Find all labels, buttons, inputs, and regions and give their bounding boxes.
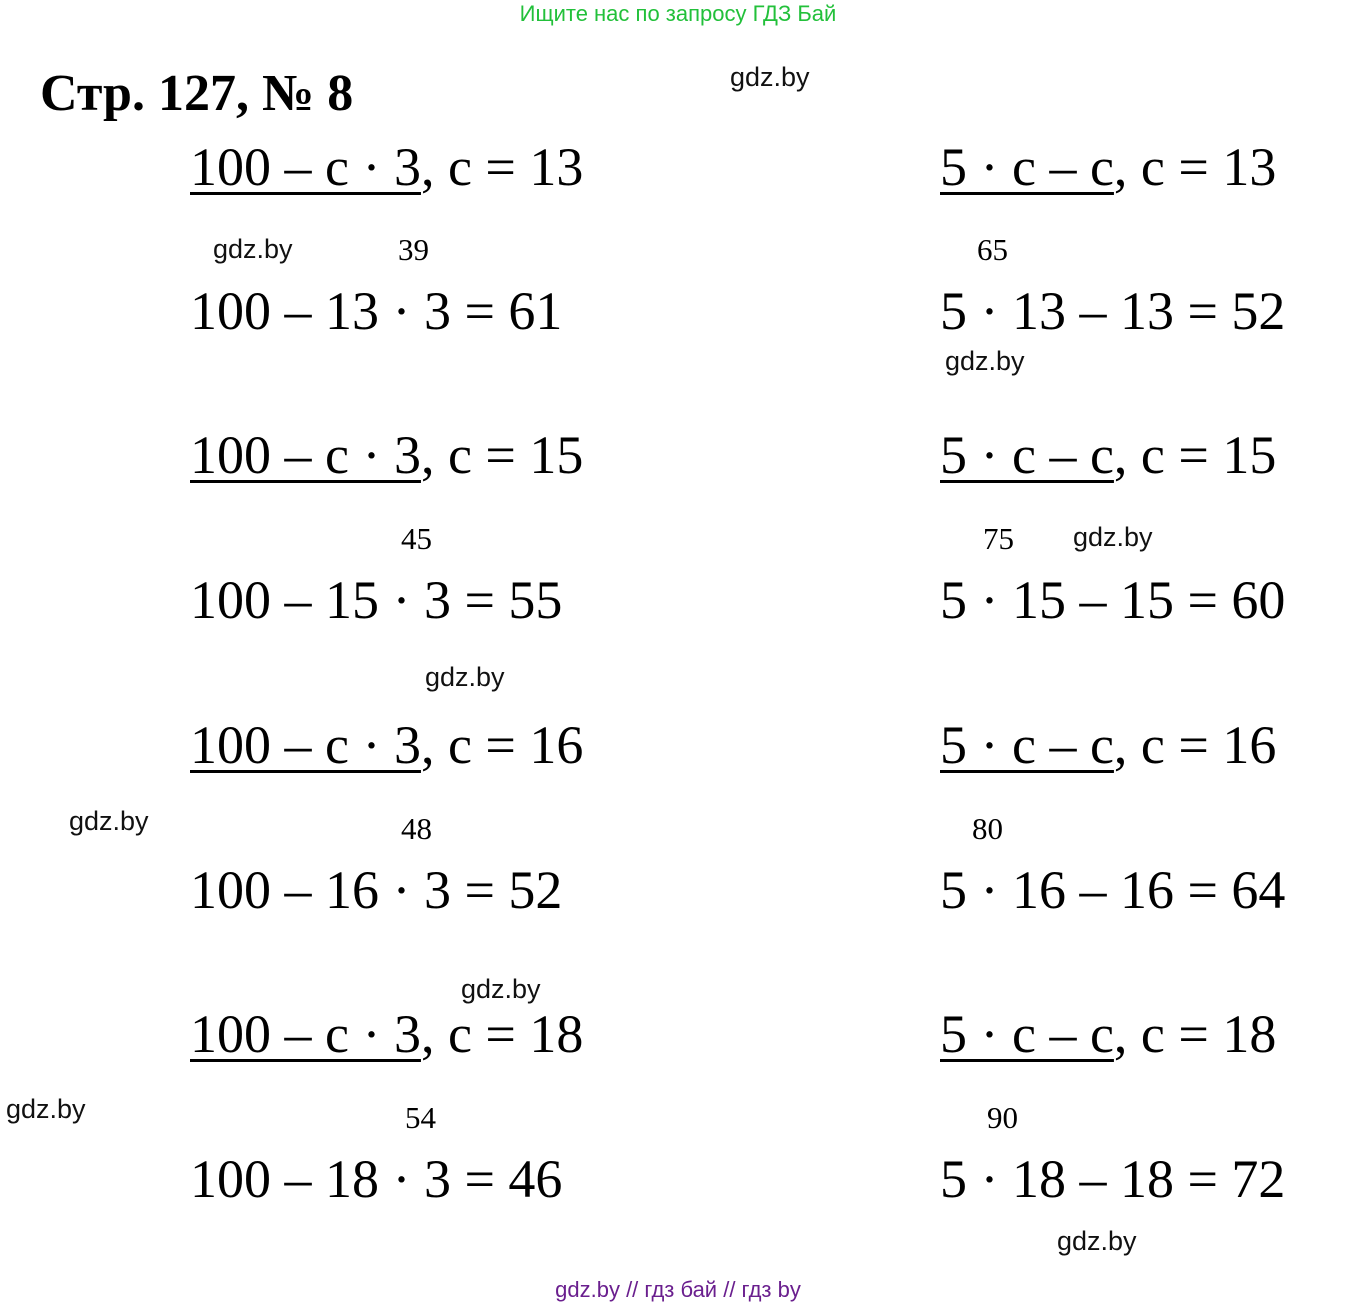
expression-line: [940, 1003, 1276, 1065]
result-line: 5 · 16 – 16 = 64: [940, 860, 1286, 920]
expression: 5 · с – с: [940, 425, 1114, 485]
page-title: Стр. 127, № 8: [40, 65, 354, 122]
condition: , с = 15: [1113, 425, 1277, 485]
partial-product: 80: [972, 811, 1003, 846]
expression: 100 – с · 3: [190, 137, 421, 197]
result-line: 100 – 16 · 3 = 52: [190, 860, 563, 920]
watermark: gdz.by: [461, 974, 541, 1004]
expression: 5 · с – с: [940, 1004, 1114, 1064]
condition: , с = 15: [420, 425, 584, 485]
result-line: 5 · 18 – 18 = 72: [940, 1149, 1286, 1209]
result-line: 5 · 15 – 15 = 60: [940, 570, 1286, 630]
expression-line: [940, 714, 1276, 776]
watermark: gdz.by: [730, 62, 810, 92]
watermark: gdz.by: [69, 806, 149, 836]
watermark: gdz.by: [425, 662, 505, 692]
partial-product: 75: [983, 521, 1014, 556]
result-line: 100 – 18 · 3 = 46: [190, 1149, 563, 1209]
expression: 5 · с – с: [940, 137, 1114, 197]
search-banner: Ищите нас по запросу ГДЗ Бай: [519, 1, 837, 26]
partial-product: 54: [405, 1100, 436, 1135]
condition: , с = 18: [1113, 1004, 1277, 1064]
partial-product: 48: [401, 811, 432, 846]
result-line: 100 – 15 · 3 = 55: [190, 570, 563, 630]
watermark: gdz.by: [213, 234, 293, 264]
condition: , с = 16: [420, 715, 584, 775]
expression-line: [190, 424, 583, 486]
expression: 100 – с · 3: [190, 1004, 421, 1064]
expression-line: [190, 714, 583, 776]
expression-line: [190, 1003, 583, 1065]
footer-links: gdz.by // гдз бай // гдз by: [555, 1277, 801, 1302]
condition: , с = 13: [1113, 137, 1277, 197]
condition: , с = 16: [1113, 715, 1277, 775]
expression: 5 · с – с: [940, 715, 1114, 775]
expression-line: [190, 136, 583, 198]
partial-product: 90: [987, 1100, 1018, 1135]
result-line: 100 – 13 · 3 = 61: [190, 281, 563, 341]
watermark: gdz.by: [1073, 522, 1153, 552]
condition: , с = 13: [420, 137, 584, 197]
watermark: gdz.by: [1057, 1226, 1137, 1256]
partial-product: 45: [401, 521, 432, 556]
expression: 100 – с · 3: [190, 715, 421, 775]
watermark: gdz.by: [6, 1094, 86, 1124]
partial-product: 65: [977, 232, 1008, 267]
partial-product: 39: [398, 232, 429, 267]
expression-line: [940, 424, 1276, 486]
result-line: 5 · 13 – 13 = 52: [940, 281, 1286, 341]
expression-line: [940, 136, 1276, 198]
expression: 100 – с · 3: [190, 425, 421, 485]
condition: , с = 18: [420, 1004, 584, 1064]
watermark: gdz.by: [945, 346, 1025, 376]
